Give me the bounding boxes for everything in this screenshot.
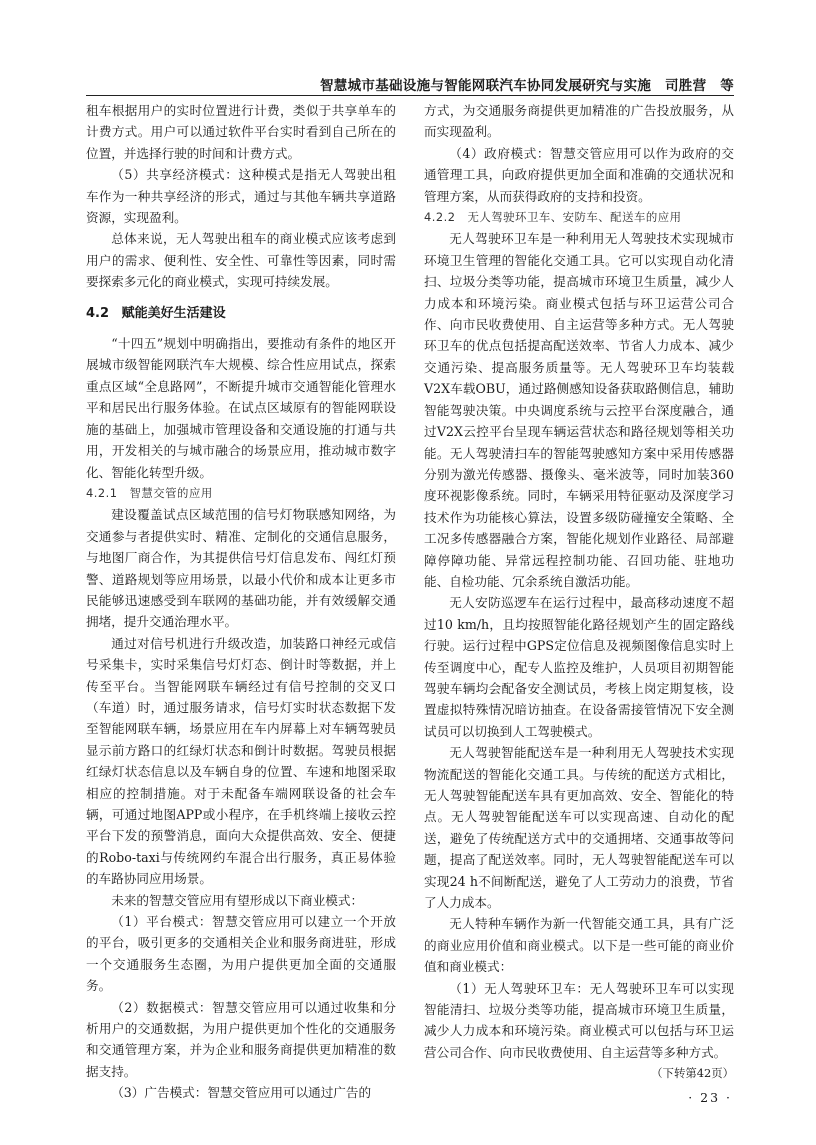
section-heading xyxy=(86,303,396,324)
paragraph: 方式，为交通服务商提供更加精准的广告投放服务，从而实现盈利。 xyxy=(424,103,734,140)
paragraph xyxy=(424,978,734,1081)
paragraph: （2）数据模式：智慧交管应用可以通过收集和分析用户的交通数据，为用户提供更加个性化的交通服务和交通管理方案，并为企业和服务商提供更加精准的数据支持。 xyxy=(86,999,396,1079)
paragraph: 租车根据用户的实时位置进行计费，类似于共享单车的计费方式。用户可以通过软件平台实时看到自己所在的位置，并选择行驶的时间和计费方式。 xyxy=(86,103,396,161)
paragraph: 建设覆盖试点区域范围的信号灯物联感知网络，为交通参与者提供实时、精准、定制化的交通信息服务，与地图厂商合作，为其提供信号灯信息发布、闯红灯预警、道路规划等应用场景，以最小代价和成本让更多市民能够迅速感受到车联网的基础功能，并有效缓解交通拥堵，提升交通治理水平。 xyxy=(86,507,396,630)
subsection-title: 无人驾驶环卫车、安防车、配送车的应用 xyxy=(467,210,682,225)
header-rule xyxy=(86,95,734,96)
section-number: 4.2 xyxy=(86,305,110,321)
running-head: 智慧城市基础设施与智能网联汽车协同发展研究与实施 司胜营 等 xyxy=(320,78,734,94)
left-column xyxy=(86,100,396,1104)
paragraph: （3）广告模式：智慧交管应用可以通过广告的 xyxy=(111,1085,372,1101)
section-title: 赋能美好生活建设 xyxy=(121,305,226,321)
paragraph: 通过对信号机进行升级改造，加装路口神经元或信号采集卡，实时采集信号灯灯态、倒计时等数据，并上传至平台。当智能网联车辆经过有信号控制的交叉口（车道）时，通过服务请求，信号灯实时状态数据下发至智能网联车辆，场景应用在车内屏幕上对车辆驾驶员显示前方路口的红绿灯状态和倒计时数据。驾驶员根据红绿灯状态信息以及车辆自身的位置、车速和地图采取相应的控制措施。对于未配备车端网联设备的社会车辆，可通过地图APP或小程序，在手机终端上接收云控平台下发的预警消息，面向大众提供高效、安全、便捷的Robo-taxi与传统网约车混合出行服务，真正易体验的车路协同应用场景。 xyxy=(86,635,396,887)
paragraph: 无人安防巡逻车在运行过程中，最高移动速度不超过10 km/h，且均按照智能化路径规划产生的固定路线行驶。运行过程中GPS定位信息及视频图像信息实时上传至调度中心，配专人监控及维护，人员项目初期智能驾驶车辆均会配备安全测试员，考核上岗定期复核，设置虚拟特殊情况暗访抽查。在设备需接管情况下安全测试员可以切换到人工驾驶模式。 xyxy=(424,595,734,739)
paragraph: “十四五”规划中明确指出，要推动有条件的地区开展城市级智能网联汽车大规模、综合性应用试点，探索重点区域“全息路网”，不断提升城市交通智能化管理水平和居民出行服务体验。在试点区域原有的智能网联设施的基础上，加强城市管理设备和交通设施的打通与共用，开发相关的与城市融合的场景应用，推动城市数字化、智能化转型升级。 xyxy=(86,336,396,480)
paragraph: （5）共享经济模式：这种模式是指无人驾驶出租车作为一种共享经济的形式，通过与其他车辆共享道路资源，实现盈利。 xyxy=(86,167,396,226)
page-number: · 23 · xyxy=(688,1090,732,1105)
paragraph: （1）平台模式：智慧交管应用可以建立一个开放的平台，吸引更多的交通相关企业和服务商进驻，形成一个交通服务生态圈，为用户提供更加全面的交通服务。 xyxy=(86,914,396,994)
continued-note: （下转第42页） xyxy=(651,1066,734,1081)
right-column xyxy=(424,100,734,1085)
subsection-heading xyxy=(424,207,734,228)
paragraph-text: （1）无人驾驶环卫车：无人驾驶环卫车可以实现智能清扫、垃圾分类等功能，提高城市环境卫生质量，减少人力成本和环境污染。商业模式可以包括与环卫运营公司合作、向市民收费使用、自主运营等多种方式。 xyxy=(424,980,734,1060)
paragraph: 总体来说，无人驾驶出租车的商业模式应该考虑到用户的需求、便利性、安全性、可靠性等因素，同时需要探索多元化的商业模式，实现可持续发展。 xyxy=(86,231,396,290)
paragraph: 未来的智慧交管应用有望形成以下商业模式： xyxy=(111,892,364,908)
subsection-number: 4.2.2 xyxy=(424,210,456,225)
paragraph: 无人驾驶环卫车是一种利用无人驾驶技术实现城市环境卫生管理的智能化交通工具。它可以实现自动化清扫、垃圾分类等功能，提高城市环境卫生质量，减少人力成本和环境污染。商业模式包括与环卫运营公司合作、向市民收费使用、自主运营等多种方式。无人驾驶环卫车的优点包括提高配送效率、节省人力成本、减少交通污染、提高服务质量等。无人驾驶环卫车均装载V2X车载OBU，通过路侧感知设备获取路侧信息，辅助智能驾驶决策。中央调度系统与云控平台深度融合，通过V2X云控平台呈现车辆运营状态和路径规划等相关功能。无人驾驶清扫车的智能驾驶感知方案中采用传感器分别为激光传感器、摄像头、毫米波等，同时加装360度环视影像系统。同时，车辆采用特征驱动及深度学习技术作为功能核心算法，设置多级防碰撞安全策略、全工况多传感器融合方案，智能化规划作业路径、局部避障停障功能、异常远程控制功能、召回功能、驻地功能、自检功能、冗余系统自激活功能。 xyxy=(424,231,734,589)
paragraph: 无人特种车辆作为新一代智能交通工具，具有广泛的商业应用价值和商业模式。以下是一些可能的商业价值和商业模式： xyxy=(424,916,734,975)
subsection-heading xyxy=(86,483,396,504)
subsection-number: 4.2.1 xyxy=(86,485,118,500)
paragraph: （4）政府模式：智慧交管应用可以作为政府的交通管理工具，向政府提供更加全面和准确的交通状况和管理方案，从而获得政府的支持和投资。 xyxy=(424,145,734,204)
subsection-title: 智慧交管的应用 xyxy=(129,485,213,500)
paragraph: 无人驾驶智能配送车是一种利用无人驾驶技术实现物流配送的智能化交通工具。与传统的配送方式相比，无人驾驶智能配送车具有更加高效、安全、智能化的特点。无人驾驶智能配送车可以实现高速、自动化的配送，避免了传统配送方式中的交通拥堵、交通事故等问题，提高了配送效率。同时，无人驾驶智能配送车可以实现24 h不间断配送，避免了人工劳动力的浪费，节省了人力成本。 xyxy=(424,745,734,911)
